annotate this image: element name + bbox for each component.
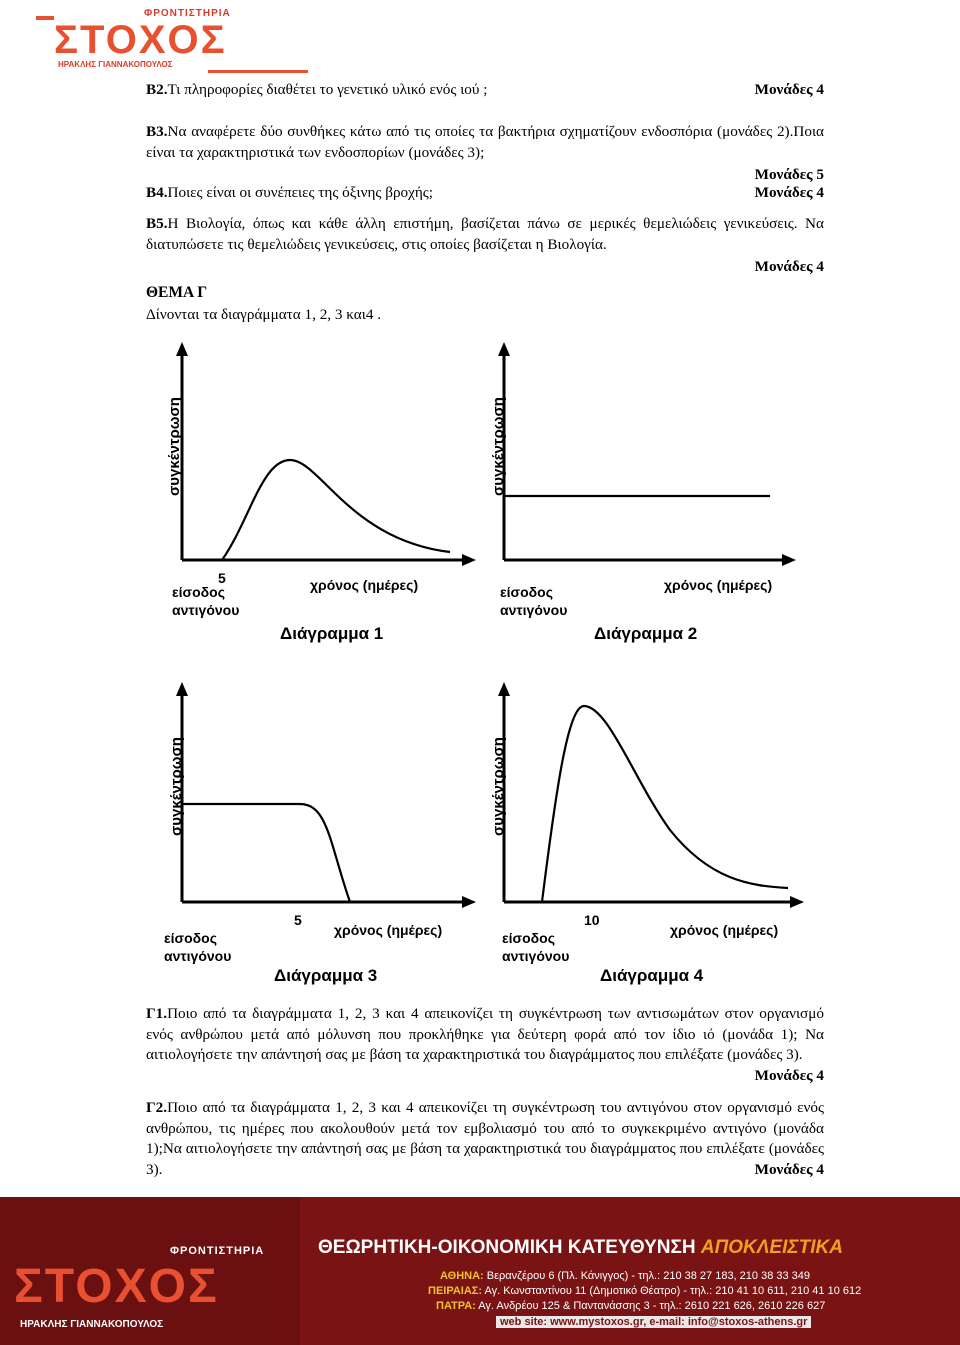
footer-address-patra — [436, 1300, 825, 1312]
y-axis-arrow — [176, 682, 188, 696]
x-tick-label: 10 — [584, 912, 600, 928]
question-g2 — [146, 1098, 824, 1180]
antigen-entry-label-2: αντιγόνου — [172, 602, 240, 618]
question-b4 — [146, 183, 824, 204]
logo-bar — [36, 16, 54, 20]
antigen-entry-label-2: αντιγόνου — [500, 602, 568, 618]
y-axis-label: συγκέντρωση — [166, 397, 183, 496]
logo-top-text: ΦΡΟΝΤΙΣΤΗΡΙΑ — [144, 8, 231, 19]
footer-logo-word: ΣΤΟΧΟΣ — [14, 1260, 219, 1313]
question-label: Β2. — [146, 81, 168, 98]
footer-logo-subtitle: ΗΡΑΚΛΗΣ ΓΙΑΝΝΑΚΟΠΟΥΛΟΣ — [20, 1319, 164, 1330]
diagram-title: Διάγραμμα 3 — [274, 966, 378, 985]
diagram-title: Διάγραμμα 1 — [280, 624, 384, 643]
x-axis-label: χρόνος (ημέρες) — [334, 922, 443, 938]
logo-subtitle: ΗΡΑΚΛΗΣ ΓΙΑΝΝΑΚΟΠΟΥΛΟΣ — [58, 60, 173, 69]
diagram-title: Διάγραμμα 4 — [600, 966, 704, 985]
question-points: Μονάδες 4 — [754, 81, 824, 98]
y-axis-label: συγκέντρωση — [168, 737, 185, 836]
logo-word: ΣΤΟΧΟΣ — [54, 18, 227, 62]
question-b5 — [146, 214, 824, 278]
footer-heading-accent: ΑΠΟΚΛΕΙΣΤΙΚΑ — [700, 1237, 843, 1258]
question-text: Ποιο από τα διαγράμματα 1, 2, 3 και 4 απεικονίζει τη συγκέντρωση του αντιγόνου στον οργανισμό ενός ανθρώπου, τις ημέρες που ακολουθούν μετά τον εμβολιασμό του από το συγκεκριμένο αντιγόνο (μονάδα 1);Να αιτιολογήσετε την απάντησή σας με βάση τα χαρακτηριστικά του διαγράμματος που επιλέξατε (μονάδες 3). — [146, 1099, 824, 1178]
footer-banner — [0, 1197, 960, 1345]
question-points: Μονάδες 4 — [754, 184, 824, 201]
question-b3 — [146, 122, 824, 186]
diagram-4 — [470, 680, 810, 990]
footer-city-label: ΑΘΗΝΑ: — [440, 1270, 484, 1282]
logo-underline — [208, 70, 308, 73]
footer-heading-text: ΘΕΩΡΗΤΙΚΗ-ΟΙΚΟΝΟΜΙΚΗ ΚΑΤΕΥΘΥΝΣΗ — [318, 1237, 696, 1258]
diagram-1 — [150, 340, 480, 650]
antigen-entry-label-2: αντιγόνου — [164, 948, 232, 964]
footer-address-text: Αγ. Ανδρέου 125 & Παντανάσσης 3 - τηλ.: 2610 221 626, 2610 226 627 — [478, 1300, 826, 1312]
footer-address-text: Αγ. Κωνσταντίνου 11 (Δημοτικό Θέατρο) - τηλ.: 210 41 10 611, 210 41 10 612 — [484, 1285, 862, 1297]
question-label: Β3. — [146, 123, 168, 140]
footer-city-label: ΠΑΤΡΑ: — [436, 1300, 476, 1312]
question-text: Τι πληροφορίες διαθέτει το γενετικό υλικό ενός ιού ; — [167, 81, 488, 98]
antigen-entry-label: είσοδος — [164, 930, 217, 946]
diagram-2 — [470, 340, 800, 650]
x-axis-label: χρόνος (ημέρες) — [664, 577, 773, 593]
x-tick-label: 5 — [218, 570, 226, 586]
x-axis-label: χρόνος (ημέρες) — [310, 577, 419, 593]
x-axis-arrow — [782, 554, 796, 566]
footer-heading — [318, 1237, 843, 1259]
question-b2 — [146, 80, 824, 101]
diagram-title: Διάγραμμα 2 — [594, 624, 698, 643]
footer-address-piraeus — [428, 1285, 861, 1297]
footer-web-link[interactable]: web site: www.mystoxos.gr, e-mail: info@stoxos-athens.gr — [496, 1316, 811, 1328]
question-points: Μονάδες 4 — [754, 258, 824, 275]
question-text: Να αναφέρετε δύο συνθήκες κάτω από τις οποίες τα βακτήρια σχηματίζουν ενδοσπόρια (μονάδες 2).Ποια είναι τα χαρακτηριστικά των ενδοσπορίων (μονάδες 3); — [146, 123, 824, 161]
question-g1 — [146, 1004, 824, 1086]
antigen-entry-label: είσοδος — [500, 584, 553, 600]
header-logo — [36, 8, 276, 70]
footer-logo-top: ΦΡΟΝΤΙΣΤΗΡΙΑ — [170, 1245, 265, 1257]
theme-title: ΘΕΜΑ Γ — [146, 284, 208, 301]
question-points: Μονάδες 4 — [754, 1160, 824, 1178]
question-points: Μονάδες 5 — [754, 166, 824, 183]
question-text: Η Βιολογία, όπως και κάθε άλλη επιστήμη, βασίζεται πάνω σε μερικές θεμελιώδεις γενικεύσεις. Να διατυπώσετε τις θεμελιώδεις γενικεύσεις, στις οποίες βασίζεται η Βιολογία. — [146, 215, 824, 253]
question-points: Μονάδες 4 — [754, 1066, 824, 1084]
series-line — [542, 706, 788, 902]
y-axis-label: συγκέντρωση — [490, 737, 507, 836]
antigen-entry-label-2: αντιγόνου — [502, 948, 570, 964]
question-label: Β4. — [146, 184, 168, 201]
theme-given: Δίνονται τα διαγράμματα 1, 2, 3 και4 . — [146, 306, 382, 323]
question-label: Γ1. — [146, 1005, 168, 1022]
question-label: Β5. — [146, 215, 168, 232]
question-text: Ποιες είναι οι συνέπειες της όξινης βροχής; — [167, 184, 434, 201]
series-line — [222, 460, 450, 560]
y-axis-label: συγκέντρωση — [490, 397, 507, 496]
footer-address-athens — [440, 1270, 810, 1282]
y-axis-arrow — [498, 682, 510, 696]
x-tick-label: 5 — [294, 912, 302, 928]
x-axis-arrow — [790, 896, 804, 908]
series-line — [182, 804, 350, 902]
diagram-3 — [150, 680, 480, 990]
y-axis-arrow — [498, 342, 510, 356]
y-axis-arrow — [176, 342, 188, 356]
question-text: Ποιο από τα διαγράμματα 1, 2, 3 και 4 απεικονίζει τη συγκέντρωση των αντισωμάτων στον οργανισμό ενός ανθρώπου μετά από μόλυνση που προκλήθηκε για δεύτερη φορά από τον ίδιο ιό (μονάδα 1); Να αιτιολογήσετε την απάντησή σας με βάση τα χαρακτηριστικά του διαγράμματος που επιλέξατε (μονάδες 3). — [146, 1005, 824, 1063]
footer-city-label: ΠΕΙΡΑΙΑΣ: — [428, 1285, 483, 1297]
antigen-entry-label: είσοδος — [502, 930, 555, 946]
footer-address-text: Βερανζέρου 6 (Πλ. Κάνιγγος) - τηλ.: 210 38 27 183, 210 38 33 349 — [486, 1270, 811, 1282]
x-axis-label: χρόνος (ημέρες) — [670, 922, 779, 938]
antigen-entry-label: είσοδος — [172, 584, 225, 600]
question-label: Γ2. — [146, 1099, 168, 1116]
